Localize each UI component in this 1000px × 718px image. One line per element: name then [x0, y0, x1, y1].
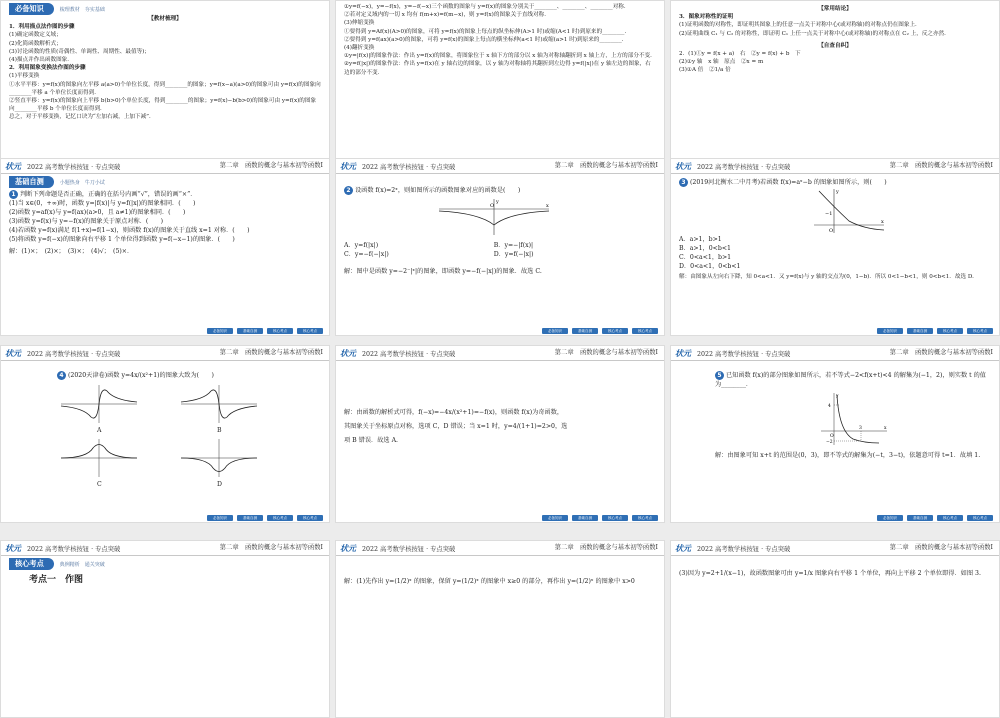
slide-header: 状元 2022 高考数学核按钮 · 专点突破 第二章 函数的概念与基本初等函数Ⅰ: [1, 159, 329, 174]
question-number: 2: [344, 186, 353, 195]
nav-button[interactable]: 核心考点: [937, 328, 963, 334]
nav-button[interactable]: 核心考点: [632, 328, 658, 334]
nav-button[interactable]: 核心考点: [967, 328, 993, 334]
slide-7: 状元 2022 高考数学核按钮 · 专点突破 第二章 函数的概念与基本初等函数Ⅰ 4 (2020天津卷)函数 y=4x/(x²+1)的图象大致为( ) A B C D 必备知识 基础自测 核心考点 核心考点: [0, 345, 330, 523]
function-graph: [809, 187, 889, 235]
nav-button[interactable]: 基础自测: [907, 515, 933, 521]
nav-button[interactable]: 必备知识: [207, 515, 233, 521]
nav-button[interactable]: 核心考点: [267, 328, 293, 334]
section-banner: 核心考点 典例精析 通关突破: [9, 558, 321, 570]
question-number: 4: [57, 371, 66, 380]
slide-2: ①y=f(−x)，y=−f(x)，y=−f(−x)三个函数的图象与 y=f(x)的图象分别关于________、________、________对称． ②若对定义域内的一切 x 均有 f(m+x)=f(m−x)，则 y=f(x)的图象关于直线对称． (3)伸缩变换 ①要得到 y=Af(x)(A>0)的图象，可将 y=f(x)的图象上每点的纵坐标伸(A>1 时)或缩(A<1 时)到原来的________． ②要得到 y=f(ax)(a>0)的图象，可将 y=f(x)的图象上每点的横坐标伸(a<1 时)或缩(a>1 时)到原来的________． (4)翻折变换 ①y=|f(x)|的图象作法：作出 y=f(x)的图象，将图象位于 x 轴下方的部分以 x 轴为对称轴翻折到 x 轴上方，上方的部分不变． ②y=f(|x|)的图象作法：作出 y=f(x)在 y 轴右边的图象，以 y 轴为对称轴将其翻折到左边得 y=f(|x|)在 y 轴左边的图象，右边的部分不变．: [335, 0, 665, 178]
svg-text:4: 4: [828, 404, 831, 409]
svg-text:x: x: [881, 219, 884, 225]
section-banner: 必备知识 梳理教材 夯实基础: [9, 3, 321, 15]
svg-text:x: x: [546, 203, 549, 209]
nav-button[interactable]: 核心考点: [602, 515, 628, 521]
nav-button[interactable]: 必备知识: [542, 515, 568, 521]
nav-button[interactable]: 基础自测: [572, 515, 598, 521]
function-graph: [434, 197, 554, 237]
slide-6: 状元 2022 高考数学核按钮 · 专点突破 第二章 函数的概念与基本初等函数Ⅰ 3 (2019河北衡水二中月考)若函数 f(x)=aˣ−b 的图象如图所示，则( ) O x y −1 A．a>1，b>1 B．a>1，0<b<1 C．0<a<1，b>1 D．0<a<1，0<b<1 解：由图象从左向右下降，知 0<a<1．又 y=f(x)与 y 轴的交点为(0，1−b)．所以 0<1−b<1，则 0<b<1．故选 D. 必备知识 基础自测 核心考点 核心考点: [670, 158, 1000, 336]
graph-option-c: [59, 438, 139, 478]
nav-button[interactable]: 核心考点: [602, 328, 628, 334]
nav-button[interactable]: 核心考点: [297, 515, 323, 521]
nav-button[interactable]: 核心考点: [937, 515, 963, 521]
slide-header: 状元 2022 高考数学核按钮 · 专点突破 第二章 函数的概念与基本初等函数Ⅰ: [671, 159, 999, 174]
nav-button[interactable]: 必备知识: [877, 515, 903, 521]
svg-text:O: O: [830, 434, 834, 439]
slide-header: 状元 2022 高考数学核按钮 · 专点突破 第二章 函数的概念与基本初等函数Ⅰ: [336, 159, 664, 174]
graph-option-a: [59, 384, 139, 424]
svg-text:x: x: [884, 426, 887, 431]
function-graph: [819, 391, 889, 447]
nav-button[interactable]: 核心考点: [632, 515, 658, 521]
svg-text:O: O: [490, 203, 495, 209]
nav-button[interactable]: 基础自测: [572, 328, 598, 334]
svg-text:y: y: [836, 189, 839, 195]
question-number: 5: [715, 371, 724, 380]
graph-option-b: [179, 384, 259, 424]
nav-button[interactable]: 必备知识: [542, 328, 568, 334]
nav-button[interactable]: 核心考点: [267, 515, 293, 521]
svg-text:y: y: [496, 199, 499, 205]
slide-1: 必备知识 梳理教材 夯实基础 【教材梳理】 1．利用描点法作图的步骤 (1)确定函数定义域； (2)化简函数解析式； (3)讨论函数的性质(奇偶性、单调性、周期性、最值等)； (4)描点并作出函数图象． 2．利用图象变换法作图的步骤 (1)平移变换 ①水平平移：y=f(x)的图象向左平移 a(a>0)个单位长度，得到________的图象；y=f(x−a)(a>0)的图象可由 y=f(x)的图象向________平移 a 个单位长度而得到． ②竖直平移：y=f(x)的图象向上平移 b(b>0)个单位长度，得到________的图象；y=f(x)−b(b>0)的图象可由 y=f(x)的图象向________平移 b 个单位长度而得到． 总之，对于平移变换，记忆口诀为“左加右减，上加下减”．: [0, 0, 330, 178]
svg-text:O: O: [829, 228, 834, 234]
nav-button[interactable]: 基础自测: [907, 328, 933, 334]
nav-button[interactable]: 必备知识: [207, 328, 233, 334]
slide-3: 【常用结论】 3．图象对称性的证明 (1)证明函数的对称性，即证明其图象上的任意一点关于对称中心(或对称轴)的对称点仍在图象上． (2)证明曲线 C₁ 与 C₂ 的对称性，即证明 C₁ 上任一点关于对称中心(或对称轴)的对称点在 C₂ 上，反之亦然． 【自查自纠】 2．(1)①y = f(x + a) 右 ②y = f(x) + b 下 (2)①y 轴 x 轴 原点 ②x = m (3)①A 倍 ②1/a 倍: [670, 0, 1000, 178]
slide-header: 状元 2022 高考数学核按钮 · 专点突破 第二章 函数的概念与基本初等函数Ⅰ: [1, 541, 329, 556]
subtitle: 【教材梳理】: [148, 16, 182, 22]
graph-option-d: [179, 438, 259, 478]
slide-10: [0, 540, 330, 718]
slide-8: 状元 2022 高考数学核按钮 · 专点突破 第二章 函数的概念与基本初等函数Ⅰ 解：由函数的解析式可得，f(−x)=−4x/(x²+1)=−f(x)，则函数 f(x)为奇函数， 其图象关于坐标原点对称，选项 C，D 错误；当 x=1 时，y=4/(1+1)=2>0，选 项 B 错误．故选 A. 必备知识 基础自测 核心考点 核心考点: [335, 345, 665, 523]
nav-button[interactable]: 必备知识: [877, 328, 903, 334]
slide-header: 状元 2022 高考数学核按钮 · 专点突破 第二章 函数的概念与基本初等函数Ⅰ: [336, 346, 664, 361]
svg-text:−2: −2: [826, 440, 833, 445]
slide-4: 状元 2022 高考数学核按钮 · 专点突破 第二章 函数的概念与基本初等函数Ⅰ 基础自测 小题热身 牛刀小试 1 判断下列命题是否正确，正确的在括号内画“√”，错误的画“×”． (1)当 x∈(0，+∞)时，函数 y=|f(x)|与 y=f(|x|)的图象相同．( ) (2)函数 y=af(x)与 y=f(ax)(a>0，且 a≠1)的图象相同．( ) (3)函数 y=f(x)与 y=−f(x)的图象关于原点对称．( ) (4)若函数 y=f(x)满足 f(1+x)=f(1−x)，则函数 f(x)的图象关于直线 x=1 对称．( ) (5)将函数 y=f(−x)的图象向右平移 1 个单位得到函数 y=f(−x−1)的图象．( ) 解：(1)×； (2)×； (3)×； (4)√； (5)×． 必备知识 基础自测 核心考点 核心考点: [0, 158, 330, 336]
slide-header: 状元 2022 高考数学核按钮 · 专点突破 第二章 函数的概念与基本初等函数Ⅰ: [336, 541, 664, 556]
nav-button[interactable]: 核心考点: [297, 328, 323, 334]
slide-12: 状元 2022 高考数学核按钮 · 专点突破 第二章 函数的概念与基本初等函数Ⅰ (3)因为 y=2+1/(x−1)，故函数图象可由 y=1/x 图象向右平移 1 个单位，再向上平移 2 个单位即得．如图 3.: [670, 540, 1000, 718]
nav-button[interactable]: 基础自测: [237, 515, 263, 521]
slide-header: 状元 2022 高考数学核按钮 · 专点突破 第二章 函数的概念与基本初等函数Ⅰ: [671, 346, 999, 361]
slide-header: 状元 2022 高考数学核按钮 · 专点突破 第二章 函数的概念与基本初等函数Ⅰ: [671, 541, 999, 556]
svg-text:y: y: [836, 394, 839, 399]
svg-text:−1: −1: [825, 211, 833, 217]
slide-header: 状元 2022 高考数学核按钮 · 专点突破 第二章 函数的概念与基本初等函数Ⅰ: [1, 346, 329, 361]
slide-9: 状元 2022 高考数学核按钮 · 专点突破 第二章 函数的概念与基本初等函数Ⅰ 5 已知函数 f(x)的部分图象如图所示，若不等式−2<f(x+t)<4 的解集为(−1，2)，则实数 t 的值为________． 4 −2 O 3 x y 解：由图象可知 x+t 的范围是(0，3)，即不等式的解集为(−t，3−t)，依题意可得 t=1．故填 1. 必备知识 基础自测 核心考点 核心考点: [670, 345, 1000, 523]
question-number: 1: [9, 190, 18, 199]
question-number: 3: [679, 178, 688, 187]
nav-button[interactable]: 核心考点: [967, 515, 993, 521]
section-banner: 基础自测 小题热身 牛刀小试: [9, 176, 321, 188]
nav-button[interactable]: 基础自测: [237, 328, 263, 334]
slide-11: 状元 2022 高考数学核按钮 · 专点突破 第二章 函数的概念与基本初等函数Ⅰ 解：(1)先作出 y=(1/2)ˣ 的图象，保留 y=(1/2)ˣ 的图象中 x≥0 的部分，再作出 y=(1/2)ˣ 的图象中 x>0: [335, 540, 665, 718]
topic-title: 考点一 作图: [29, 575, 84, 585]
slide-5: 状元 2022 高考数学核按钮 · 专点突破 第二章 函数的概念与基本初等函数Ⅰ 2 设函数 f(x)=2ˣ，则如图所示的函数图象对应的函数是( ) O x y A．y=f(|x|) B．y=−|f(x)| C．y=−f(−|x|) D．y=f(−|x|) 解：图中是函数 y=−2⁻|ˣ|的图象，即函数 y=−f(−|x|)的图象．故选 C. 必备知识 基础自测 核心考点 核心考点: [335, 158, 665, 336]
svg-text:3: 3: [859, 426, 862, 431]
option-graphs: A B C D: [9, 380, 321, 500]
